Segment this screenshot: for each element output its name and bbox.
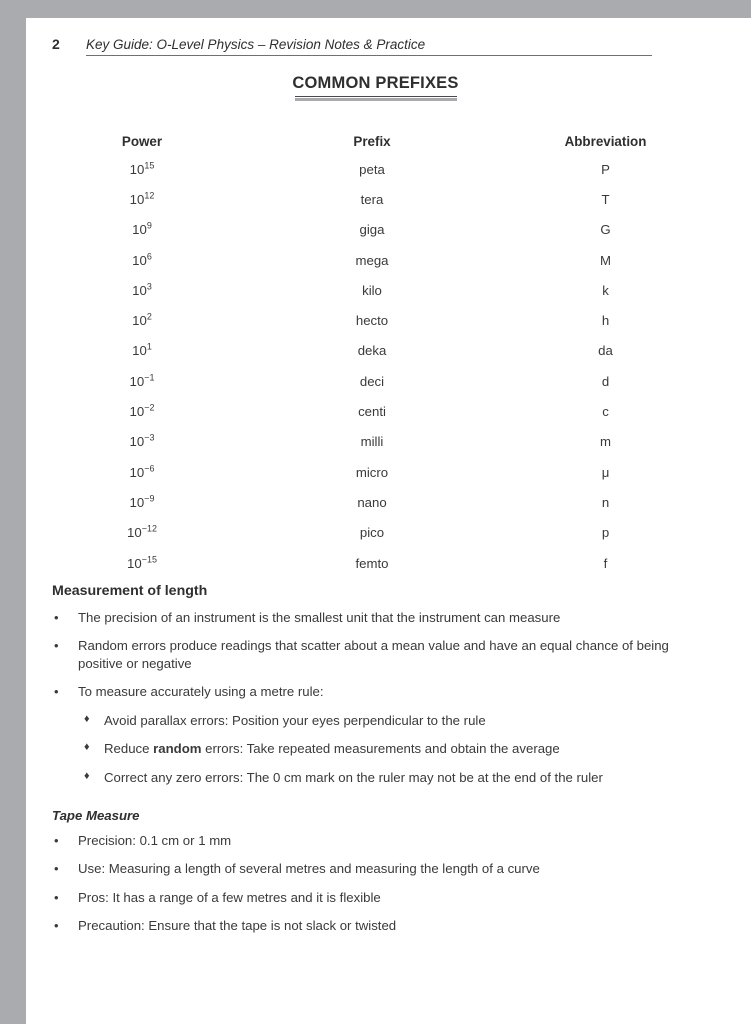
table-row [26, 154, 725, 184]
list-item-text: The precision of an instrument is the smallest unit that the instrument can measure [78, 610, 561, 625]
power-exponent: 15 [144, 160, 155, 171]
bullet-icon: • [54, 832, 59, 848]
list-item [52, 917, 678, 934]
power-exponent: 1 [146, 342, 152, 353]
metre-rule-sub-bullet-list [78, 712, 678, 786]
power-exponent: 9 [146, 220, 152, 231]
power-exponent: −6 [144, 463, 155, 474]
list-item [52, 637, 678, 672]
power-base: 10 [132, 282, 147, 298]
common-prefixes-table [26, 128, 725, 578]
tape-measure-bullet-list [52, 832, 678, 935]
measurement-bullet-list [52, 609, 678, 786]
table-header [26, 128, 725, 154]
cell-prefix: tera [360, 191, 384, 207]
bullet-icon: • [54, 684, 59, 700]
column-header-abbreviation: Abbreviation [564, 133, 647, 149]
sub-list-item-text [104, 713, 486, 728]
list-item [52, 609, 678, 626]
cell-power [26, 305, 258, 335]
cell-prefix: nano [357, 494, 387, 510]
table-row [26, 245, 725, 275]
table-row [26, 487, 725, 517]
cell-power [26, 487, 258, 517]
list-item [52, 889, 678, 906]
cell-abbreviation: P [601, 161, 610, 177]
table-header-row [26, 128, 725, 154]
cell-power [26, 154, 258, 184]
list-item-text: Precaution: Ensure that the tape is not slack or twisted [78, 918, 397, 934]
table-row [26, 366, 725, 396]
cell-abbreviation: d [601, 373, 610, 389]
cell-abbreviation: G [600, 222, 611, 238]
diamond-bullet-icon: ♦ [84, 769, 90, 782]
table-row [26, 457, 725, 487]
power-base: 10 [129, 161, 145, 177]
column-header-prefix: Prefix [353, 133, 391, 149]
cell-abbreviation: k [602, 282, 609, 298]
cell-prefix: milli [360, 434, 384, 450]
cell-power [26, 215, 258, 245]
list-item [52, 683, 678, 786]
power-exponent: −15 [141, 554, 157, 565]
sub-list-text-emphasis: random [153, 741, 202, 757]
list-item-text: To measure accurately using a metre rule: [78, 684, 324, 700]
cell-power [26, 518, 258, 548]
cell-power [26, 548, 258, 578]
body-content [52, 583, 678, 946]
bullet-icon: • [54, 861, 59, 877]
power-exponent: 12 [144, 190, 155, 201]
list-item [52, 832, 678, 849]
cell-abbreviation: c [602, 404, 609, 420]
page-number: 2 [52, 36, 60, 52]
bullet-icon: • [54, 918, 59, 934]
sub-list-text-before: Correct any zero errors: The 0 cm mark on the ruler may not be at the end of the ruler [104, 769, 603, 785]
power-base: 10 [132, 222, 147, 238]
cell-abbreviation: p [601, 525, 610, 541]
power-exponent: −12 [141, 523, 157, 534]
section-heading-measurement-of-length: Measurement of length [52, 583, 208, 599]
power-base: 10 [132, 313, 147, 329]
table-row [26, 518, 725, 548]
power-exponent: −9 [144, 493, 155, 504]
power-exponent: 3 [146, 281, 152, 292]
list-item-text: Pros: It has a range of a few metres and it is flexible [78, 889, 381, 905]
list-item-text: Random errors produce readings that scatter about a mean value and have an equal chance of being positive or negative [78, 638, 669, 671]
column-header-power: Power [121, 133, 163, 149]
table-row [26, 275, 725, 305]
diamond-bullet-icon: ♦ [84, 712, 90, 725]
table-row [26, 184, 725, 214]
bullet-icon: • [54, 638, 59, 654]
cell-power [26, 275, 258, 305]
sub-list-text-before: Avoid parallax errors: Position your eyes perpendicular to the rule [104, 712, 486, 728]
power-base: 10 [129, 191, 145, 207]
sub-list-item-text [104, 741, 560, 756]
cell-power [26, 427, 258, 457]
cell-abbreviation: μ [601, 464, 610, 480]
cell-prefix: kilo [362, 282, 382, 298]
power-exponent: −3 [144, 432, 155, 443]
power-base: 10 [132, 343, 147, 359]
cell-prefix: giga [359, 222, 385, 238]
running-head [52, 36, 678, 56]
power-base: 10 [129, 404, 145, 420]
cell-abbreviation: h [601, 313, 610, 329]
cell-prefix: centi [358, 404, 386, 420]
cell-prefix: micro [355, 464, 389, 480]
table-title-rule-thin [295, 96, 457, 97]
subsection-heading-tape-measure: Tape Measure [52, 807, 140, 823]
table-row [26, 305, 725, 335]
list-item-text: Use: Measuring a length of several metres and measuring the length of a curve [78, 861, 540, 877]
list-item-text: Precision: 0.1 cm or 1 mm [78, 832, 232, 848]
table-row [26, 396, 725, 426]
table-row [26, 427, 725, 457]
power-exponent: 6 [146, 251, 152, 262]
cell-power [26, 457, 258, 487]
sub-list-item-text [104, 770, 603, 785]
scan-gutter-band-top [0, 0, 751, 18]
cell-prefix: deci [359, 373, 385, 389]
power-exponent: 2 [146, 311, 152, 322]
bullet-icon: • [54, 889, 59, 905]
cell-prefix: femto [355, 555, 389, 571]
cell-power [26, 396, 258, 426]
power-base: 10 [129, 494, 145, 510]
power-exponent: −2 [144, 402, 155, 413]
sub-list-text-after: errors: Take repeated measurements and obtain the average [201, 741, 560, 757]
table-row [26, 548, 725, 578]
sub-list-item [78, 712, 678, 729]
cell-abbreviation: n [601, 494, 610, 510]
cell-prefix: peta [359, 161, 385, 177]
cell-abbreviation: f [603, 555, 608, 571]
power-base: 10 [127, 525, 142, 541]
sub-list-item [78, 769, 678, 786]
bullet-icon: • [54, 610, 59, 625]
table-title: COMMON PREFIXES [292, 74, 459, 92]
cell-abbreviation: m [600, 434, 611, 450]
cell-power [26, 245, 258, 275]
power-base: 10 [129, 373, 145, 389]
table-title-block [26, 74, 725, 101]
power-exponent: −1 [144, 372, 155, 383]
running-head-rule [86, 55, 652, 56]
cell-prefix: hecto [355, 313, 389, 329]
cell-prefix: mega [355, 252, 389, 268]
cell-power [26, 366, 258, 396]
cell-abbreviation: M [600, 252, 611, 268]
running-head-title: Key Guide: O-Level Physics – Revision Notes & Practice [86, 37, 426, 52]
cell-abbreviation: da [598, 343, 613, 359]
table-row [26, 336, 725, 366]
table-body [26, 154, 725, 578]
running-head-row [52, 36, 678, 52]
cell-power [26, 184, 258, 214]
list-item [52, 860, 678, 877]
sub-list-item [78, 740, 678, 757]
power-base: 10 [132, 252, 147, 268]
table-title-rule-thick [295, 98, 457, 101]
cell-prefix: pico [359, 525, 385, 541]
sub-list-text-before: Reduce [104, 741, 154, 757]
power-base: 10 [129, 434, 145, 450]
table-row [26, 215, 725, 245]
cell-prefix: deka [357, 343, 387, 359]
cell-abbreviation: T [601, 191, 610, 207]
diamond-bullet-icon: ♦ [84, 741, 90, 754]
cell-power [26, 336, 258, 366]
power-base: 10 [129, 464, 145, 480]
scan-gutter-band-left [0, 0, 26, 1024]
power-base: 10 [127, 555, 142, 571]
